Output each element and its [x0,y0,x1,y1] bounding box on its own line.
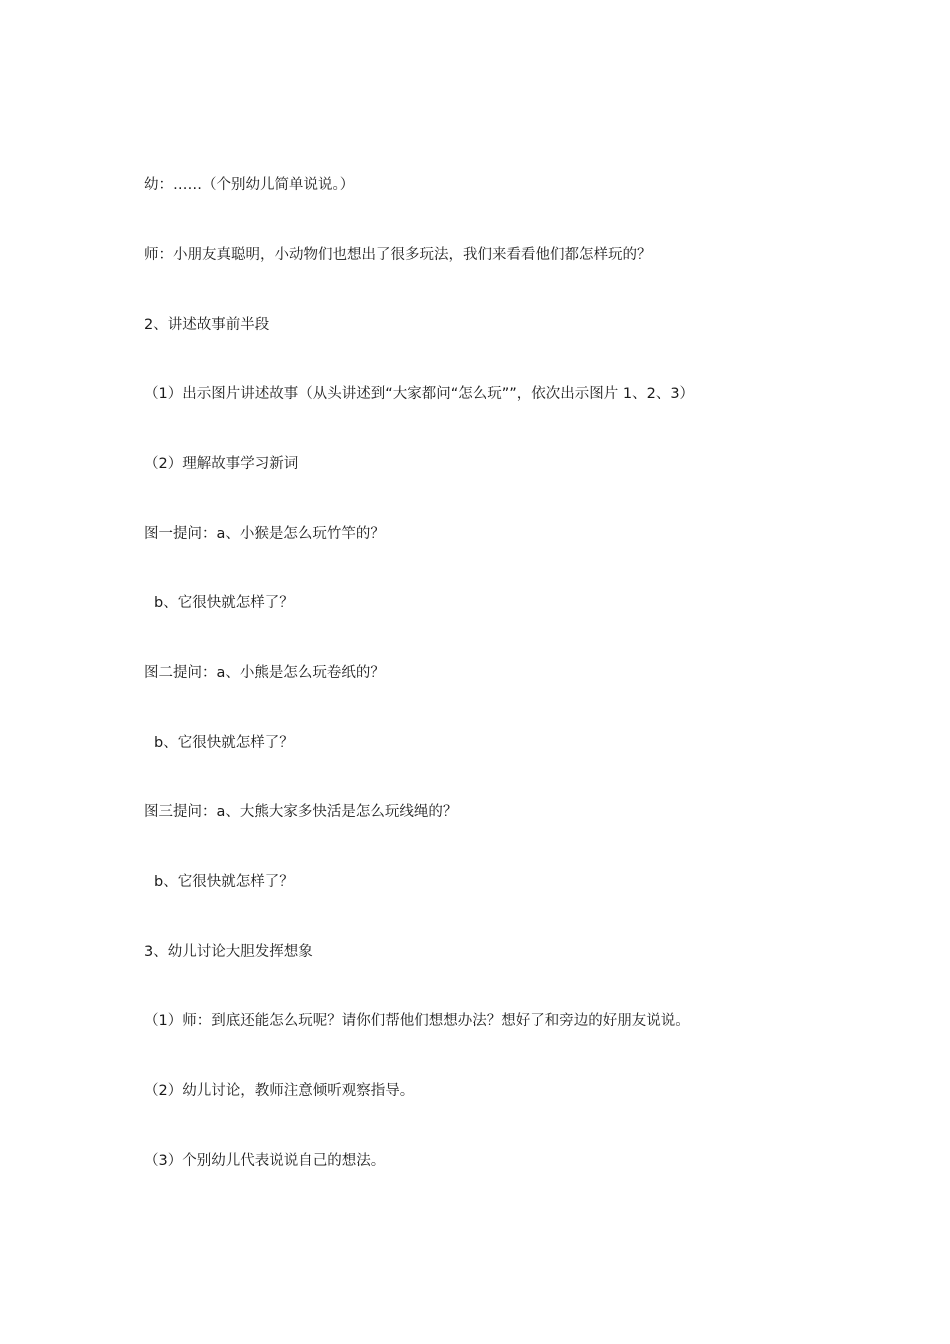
step-2-2: （2）理解故事学习新词 [144,455,299,472]
step-2-1: （1）出示图片讲述故事（从头讲述到“大家都问“怎么玩””，依次出示图片 1、2、3） [144,385,695,402]
picture-3-question-a: 图三提问：a、大熊大家多快活是怎么玩线绳的？ [144,803,458,820]
section-heading-2: 2、讲述故事前半段 [144,316,270,333]
step-3-2: （2）幼儿讨论，教师注意倾听观察指导。 [144,1082,415,1099]
picture-2-question-b: b、它很快就怎样了？ [154,734,294,751]
step-3-3: （3）个别幼儿代表说说自己的想法。 [144,1152,386,1169]
section-heading-3: 3、幼儿讨论大胆发挥想象 [144,943,313,960]
step-3-1: （1）师：到底还能怎么玩呢？请你们帮他们想想办法？想好了和旁边的好朋友说说。 [144,1012,690,1029]
picture-1-question-a: 图一提问：a、小猴是怎么玩竹竿的？ [144,525,385,542]
picture-3-question-b: b、它很快就怎样了？ [154,873,294,890]
picture-2-question-a: 图二提问：a、小熊是怎么玩卷纸的？ [144,664,385,681]
dialogue-teacher-line: 师：小朋友真聪明，小动物们也想出了很多玩法，我们来看看他们都怎样玩的？ [144,246,652,263]
dialogue-child-line: 幼：……（个别幼儿简单说说。） [144,176,355,193]
picture-1-question-b: b、它很快就怎样了？ [154,594,294,611]
